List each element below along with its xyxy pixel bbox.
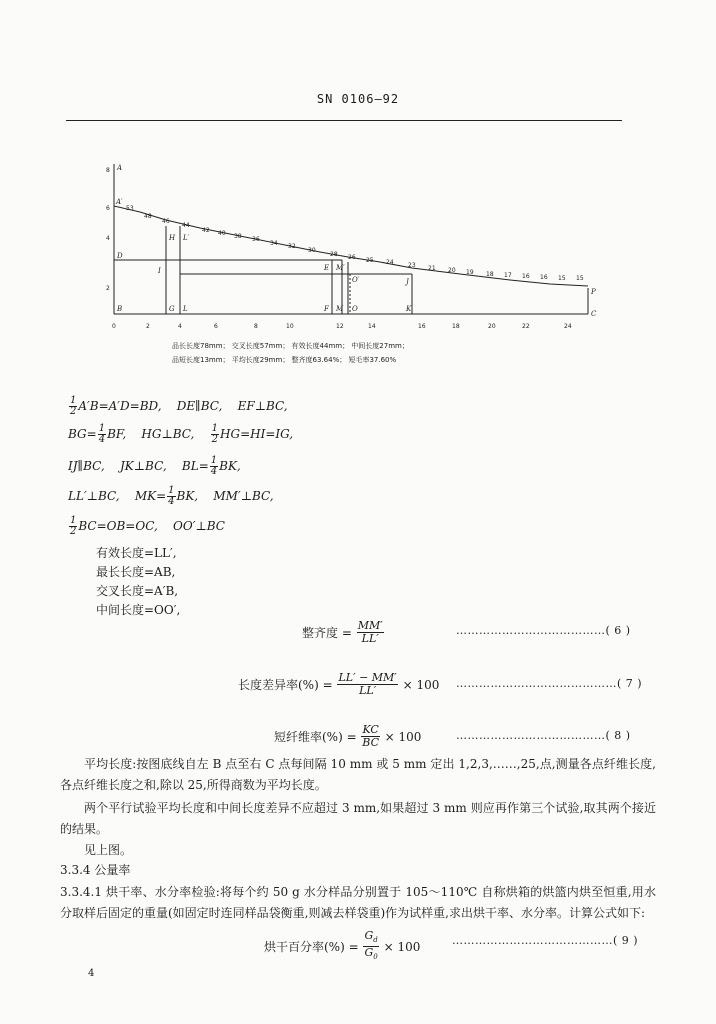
- curve-value-36: 36: [252, 236, 260, 243]
- point-label-c: C: [591, 310, 597, 318]
- point-label-l-prime: L′: [183, 234, 190, 242]
- point-label-f: F: [324, 305, 329, 313]
- y-tick-2: 2: [106, 285, 110, 292]
- equation-6-leader: …………………………………( 6 ): [456, 624, 631, 637]
- equation-7-fraction: $\frac{LL' - MM'}{LL'}$: [338, 671, 397, 697]
- equation-6-fraction: $\frac{MM'}{LL'}$: [357, 619, 383, 645]
- x-tick-2: 2: [146, 323, 150, 330]
- section-heading-3-3-4: 3.3.4 公量率: [60, 863, 131, 877]
- point-label-g: G: [169, 305, 175, 313]
- fraction-quarter: $\frac{1}{4}$: [168, 485, 175, 507]
- y-tick-6: 6: [106, 205, 110, 212]
- point-label-m-prime: M′: [336, 264, 345, 272]
- formula-row-4: LL′⊥BC, MK= $\frac{1}{4}$ BK, MM′⊥BC,: [68, 485, 274, 507]
- x-tick-20: 20: [488, 323, 496, 330]
- x-tick-10: 10: [286, 323, 294, 330]
- curve-value-21: 21: [428, 265, 436, 272]
- x-tick-0: 0: [112, 323, 116, 330]
- equation-7-leader: ……………………………………( 7 ): [456, 677, 643, 690]
- curve-value-34: 34: [270, 240, 278, 247]
- curve-value-44: 44: [182, 222, 190, 229]
- paragraph-parallel-test: 两个平行试验平均长度和中间长度差异不应超过 3 mm,如果超过 3 mm 则应再作第三个试验,取其两个接近的结果。: [60, 801, 656, 836]
- y-tick-4: 4: [106, 235, 110, 242]
- curve-value-53: 53: [126, 205, 134, 212]
- header-rule: [66, 120, 622, 121]
- point-label-p: P: [591, 288, 596, 296]
- curve-value-16b: 16: [540, 274, 548, 281]
- curve-value-18: 18: [486, 271, 494, 278]
- curve-value-46: 46: [162, 218, 170, 225]
- point-label-j: J: [406, 278, 409, 286]
- point-label-o: O: [352, 305, 358, 313]
- x-tick-6: 6: [214, 323, 218, 330]
- equation-7: 长度差异率(%) = $\frac{LL' - MM'}{LL'}$ × 100: [238, 671, 440, 697]
- definition-cross-length: 交叉长度=A′B,: [96, 584, 179, 598]
- paragraph-average-length: 平均长度:按图底线自左 B 点至右 C 点每间隔 10 mm 或 5 mm 定出 1,2,3,……,25,点,测量各点纤维长度,各点纤维长度之和,除以 25,所得商数为平均长度。: [60, 757, 656, 792]
- formula-row-5: $\frac{1}{2}$ BC=OB=OC, OO′⊥BC: [70, 515, 225, 537]
- point-label-a-prime: A′: [116, 198, 123, 206]
- fraction-quarter: $\frac{1}{4}$: [210, 455, 218, 477]
- equation-9-number: ( 9 ): [613, 934, 639, 947]
- equation-6: 整齐度 = $\frac{MM'}{LL'}$: [302, 619, 383, 645]
- curve-value-16a: 16: [522, 273, 530, 280]
- fraction-quarter: $\frac{1}{4}$: [98, 423, 106, 445]
- x-tick-8: 8: [254, 323, 258, 330]
- diagram-caption-line1: 品长长度78mm； 交叉长度57mm； 有效长度44mm； 中间长度27mm；: [172, 342, 409, 350]
- formula-row-3: IJ∥BC, JK⊥BC, BL= $\frac{1}{4}$ BK,: [68, 455, 241, 477]
- fraction-half: $\frac{1}{2}$: [70, 395, 77, 417]
- point-label-b: B: [117, 305, 123, 313]
- formula-row-2: BG= $\frac{1}{4}$ BF, HG⊥BC, $\frac{1}{2}$ HG=HI=IG,: [68, 423, 294, 445]
- x-tick-4: 4: [178, 323, 182, 330]
- page-number: 4: [88, 968, 95, 979]
- curve-value-23: 23: [408, 262, 416, 269]
- definition-max-length: 最长长度=AB,: [96, 565, 176, 579]
- curve-value-20: 20: [448, 267, 456, 274]
- x-tick-24: 24: [564, 323, 572, 330]
- point-label-i: I: [158, 267, 161, 275]
- curve-value-15b: 15: [576, 275, 584, 282]
- fraction-half: $\frac{1}{2}$: [211, 423, 219, 445]
- curve-value-32: 32: [288, 243, 296, 250]
- definition-effective-length: 有效长度=LL′,: [96, 546, 177, 560]
- point-label-k: K: [406, 305, 412, 313]
- diagram-caption-line2: 品短长度13mm； 平均长度29mm； 整齐度63.64%； 短毛率37.60%: [172, 356, 397, 364]
- equation-6-number: ( 6 ): [605, 624, 631, 637]
- point-label-a: A: [117, 164, 123, 172]
- curve-value-19: 19: [466, 269, 474, 276]
- curve-value-42: 42: [202, 227, 210, 234]
- equation-8-fraction: $\frac{KC}{BC}$: [362, 723, 379, 749]
- paragraph-see-figure: 见上图。: [84, 843, 133, 857]
- curve-value-30: 30: [308, 247, 316, 254]
- equation-7-number: ( 7 ): [617, 677, 643, 690]
- curve-value-40: 40: [218, 230, 226, 237]
- point-label-l: L: [183, 305, 188, 313]
- point-label-d: D: [117, 252, 123, 260]
- y-tick-8: 8: [106, 167, 110, 174]
- curve-value-48: 48: [144, 213, 152, 220]
- curve-value-28: 28: [330, 251, 338, 258]
- curve-value-15a: 15: [558, 275, 566, 282]
- curve-value-26: 26: [348, 254, 356, 261]
- point-label-o-prime: O′: [352, 276, 360, 284]
- point-label-m: M: [336, 305, 344, 313]
- standard-code-header: SN 0106—92: [316, 92, 400, 106]
- x-tick-22: 22: [522, 323, 530, 330]
- point-label-h: H: [169, 234, 176, 242]
- equation-8: 短纤维率(%) = $\frac{KC}{BC}$ × 100: [274, 723, 422, 749]
- curve-value-24: 24: [386, 259, 394, 266]
- equation-8-leader: …………………………………( 8 ): [456, 729, 631, 742]
- equation-8-number: ( 8 ): [605, 729, 631, 742]
- x-tick-12: 12: [336, 323, 344, 330]
- x-tick-14: 14: [368, 323, 376, 330]
- curve-value-25: 25: [366, 257, 374, 264]
- x-tick-16: 16: [418, 323, 426, 330]
- equation-9: 烘干百分率(%) = $\frac{G_d}{G_0}$ × 100: [264, 929, 421, 962]
- curve-value-17: 17: [504, 272, 512, 279]
- formula-row-1: $\frac{1}{2}$ A′B=A′D=BD, DE∥BC, EF⊥BC,: [70, 395, 288, 417]
- fiber-length-diagram: [80, 150, 610, 340]
- x-tick-18: 18: [452, 323, 460, 330]
- fraction-half: $\frac{1}{2}$: [70, 515, 77, 537]
- definition-middle-length: 中间长度=OO′,: [96, 603, 181, 617]
- equation-9-leader: ……………………………………( 9 ): [452, 934, 639, 947]
- curve-value-38: 38: [234, 233, 242, 240]
- paragraph-3-3-4-1: 3.3.4.1 烘干率、水分率检验:将每个约 50 g 水分样品分别置于 105～110℃ 自称烘箱的烘篮内烘至恒重,用水分取样后固定的重量(如固定时连同样品袋衡重,则减去样袋重)作为试样重,求出烘干率、水分率。计算公式如下:: [60, 885, 656, 920]
- point-label-e: E: [324, 264, 330, 272]
- equation-9-fraction: $\frac{G_d}{G_0}$: [364, 929, 378, 962]
